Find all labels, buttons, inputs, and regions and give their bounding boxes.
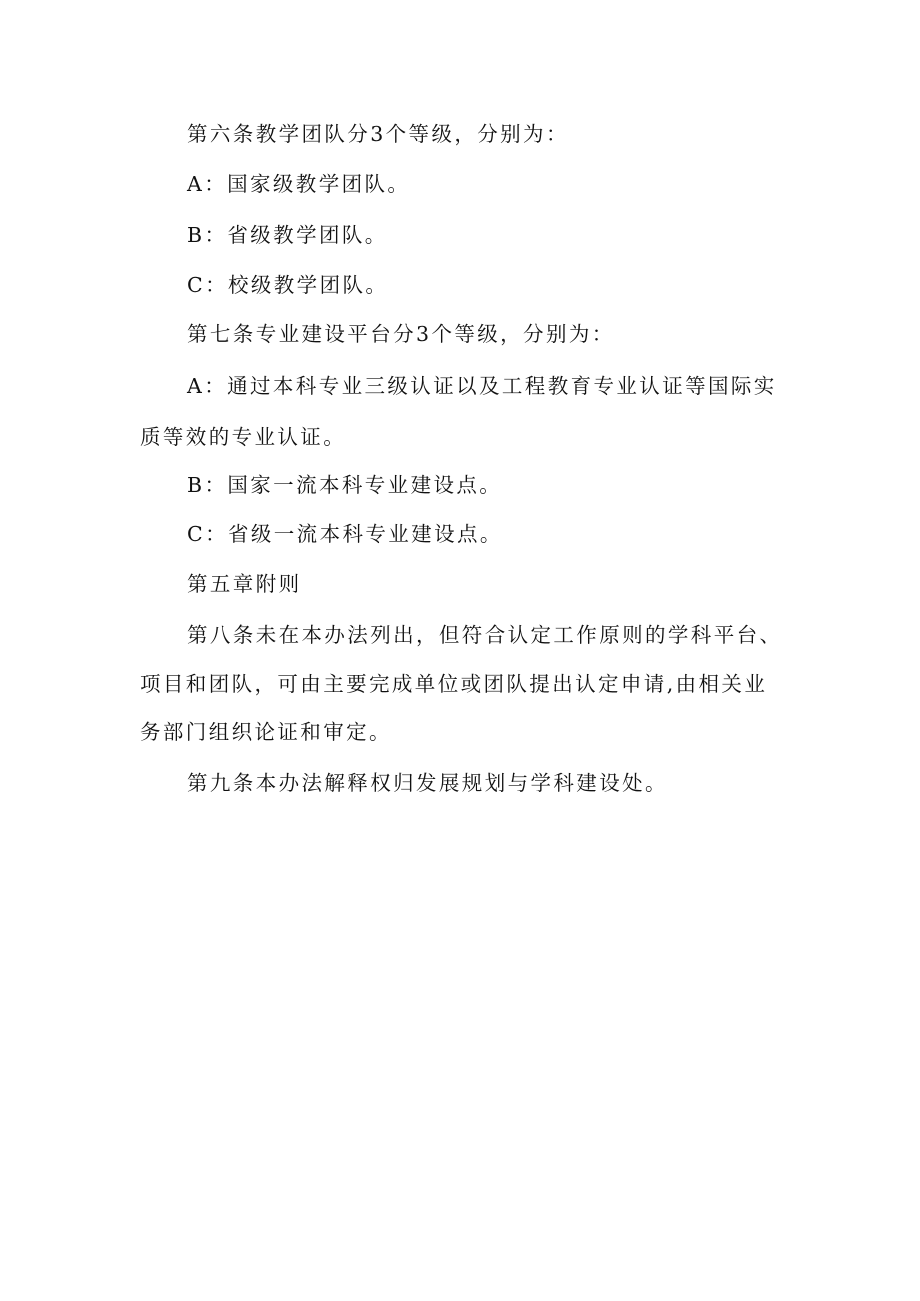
article-7-item-a-line1: A：通过本科专业三级认证以及工程教育专业认证等国际实 [187,374,777,398]
article-7-item-c: C：省级一流本科专业建设点。 [187,522,503,546]
article-8-line1: 第八条未在本办法列出，但符合认定工作原则的学科平台、 [187,623,783,647]
chapter-5-title: 第五章附则 [187,572,302,596]
article-9: 第九条本办法解释权归发展规划与学科建设处。 [187,771,668,795]
article-6-item-c: C：校级教学团队。 [187,273,389,297]
article-6-item-b: B：省级教学团队。 [187,223,388,247]
article-7-heading: 第七条专业建设平台分3个等级，分别为： [187,322,615,346]
article-8-line3: 务部门组织论证和审定。 [140,720,392,744]
article-7-item-a-line2: 质等效的专业认证。 [140,425,347,449]
article-8-line2: 项目和团队，可由主要完成单位或团队提出认定申请,由相关业 [140,672,768,696]
article-7-item-b: B：国家一流本科专业建设点。 [187,473,503,497]
article-6-heading: 第六条教学团队分3个等级，分别为： [187,122,569,146]
article-6-item-a: A：国家级教学团队。 [187,172,411,196]
